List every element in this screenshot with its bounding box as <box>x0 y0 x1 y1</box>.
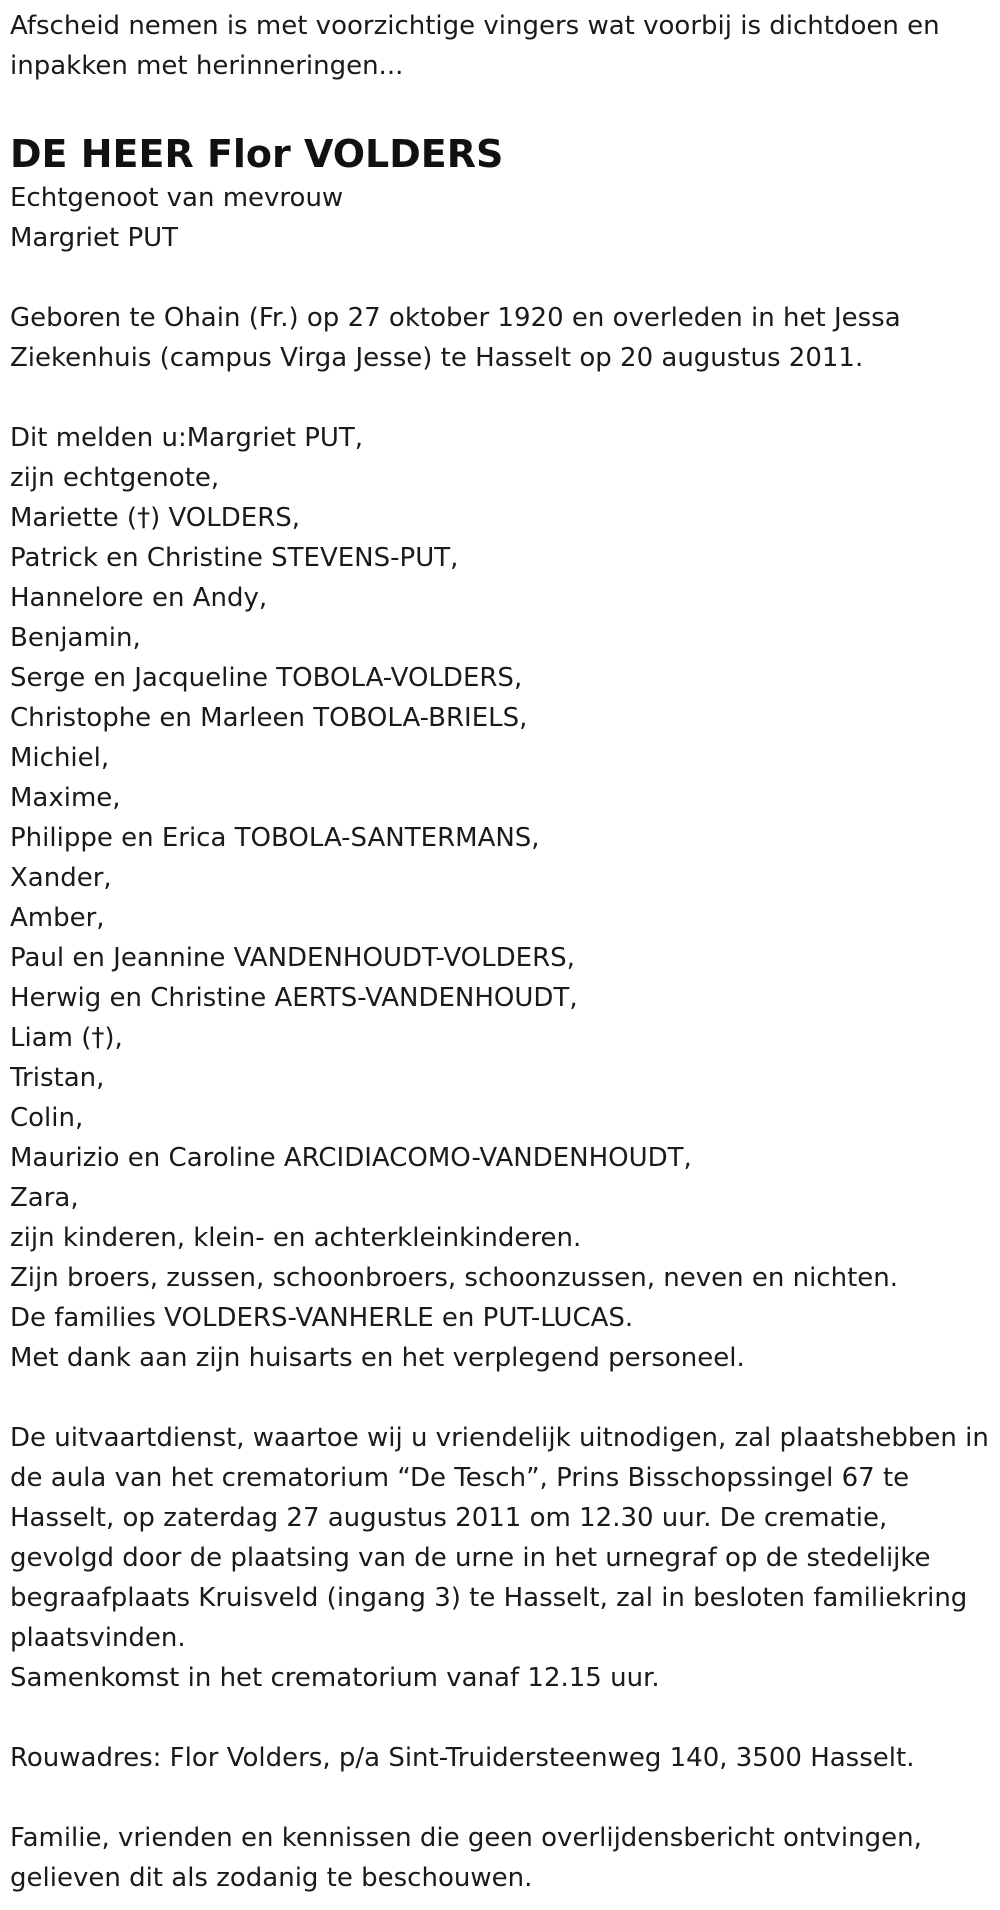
address-text: Rouwadres: Flor Volders, p/a Sint-Truidersteenweg 140, 3500 Hasselt. <box>10 1743 915 1773</box>
announcer-line: zijn kinderen, klein- en achterkleinkinderen. <box>10 1223 582 1253</box>
announcer-line: Serge en Jacqueline TOBOLA-VOLDERS, <box>10 663 523 693</box>
announcer-line: Colin, <box>10 1103 84 1133</box>
ceremony-block <box>10 1418 990 1698</box>
announcer-line: De families VOLDERS-VANHERLE en PUT-LUCAS. <box>10 1303 634 1333</box>
spouse-name: Margriet PUT <box>10 223 179 253</box>
announcer-line: Paul en Jeannine VANDENHOUDT-VOLDERS, <box>10 943 575 973</box>
spouse-line: Echtgenoot van mevrouw <box>10 183 344 213</box>
announcer-line: Patrick en Christine STEVENS-PUT, <box>10 543 459 573</box>
announcer-line: Benjamin, <box>10 623 141 653</box>
announcer-line: Amber, <box>10 903 105 933</box>
announcer-line: Dit melden u:Margriet PUT, <box>10 423 364 453</box>
announcer-line: Maurizio en Caroline ARCIDIACOMO-VANDENHOUDT, <box>10 1143 692 1173</box>
announcer-line: Zara, <box>10 1183 79 1213</box>
announcer-line: zijn echtgenote, <box>10 463 220 493</box>
announcer-line: Xander, <box>10 863 112 893</box>
announcer-line: Zijn broers, zussen, schoonbroers, schoonzussen, neven en nichten. <box>10 1263 898 1293</box>
deceased-title: DE HEER Flor VOLDERS <box>10 132 504 176</box>
announcer-line: Michiel, <box>10 743 110 773</box>
announcer-line: Mariette (†) VOLDERS, <box>10 503 301 533</box>
announcer-line: Maxime, <box>10 783 121 813</box>
gathering-text: Samenkomst in het crematorium vanaf 12.15 uur. <box>10 1663 660 1693</box>
intro-text: Afscheid nemen is met voorzichtige vingers wat voorbij is dichtdoen en inpakken met herinneringen... <box>10 11 940 81</box>
birth-death-text: Geboren te Ohain (Fr.) op 27 oktober 1920 en overleden in het Jessa Ziekenhuis (campus Virga Jesse) te Hasselt op 20 augustus 2011. <box>10 303 901 373</box>
announcer-line: Met dank aan zijn huisarts en het verplegend personeel. <box>10 1343 745 1373</box>
announcer-line: Tristan, <box>10 1063 105 1093</box>
closing-text: Familie, vrienden en kennissen die geen overlijdensbericht ontvingen, gelieven dit als zodanig te beschouwen. <box>10 1823 922 1893</box>
announcer-line: Philippe en Erica TOBOLA-SANTERMANS, <box>10 823 540 853</box>
ceremony-text: De uitvaartdienst, waartoe wij u vriendelijk uitnodigen, zal plaatshebben in de aula van het crematorium “De Tesch”, Prins Bisschopssingel 67 te Hasselt, op zaterdag 27 augustus 2011 om 12.30 uur. De crematie, gevolgd door de plaatsing van de urne in het urnegraf op de stedelijke begraafplaats Kruisveld (ingang 3) te Hasselt, zal in besloten familiekring plaatsvinden. <box>10 1423 989 1653</box>
announcer-line: Christophe en Marleen TOBOLA-BRIELS, <box>10 703 528 733</box>
announcer-line: Hannelore en Andy, <box>10 583 268 613</box>
announcer-line: Liam (†), <box>10 1023 123 1053</box>
announcer-line: Herwig en Christine AERTS-VANDENHOUDT, <box>10 983 578 1013</box>
announcers-list <box>10 418 990 1378</box>
spouse-block <box>10 178 990 258</box>
